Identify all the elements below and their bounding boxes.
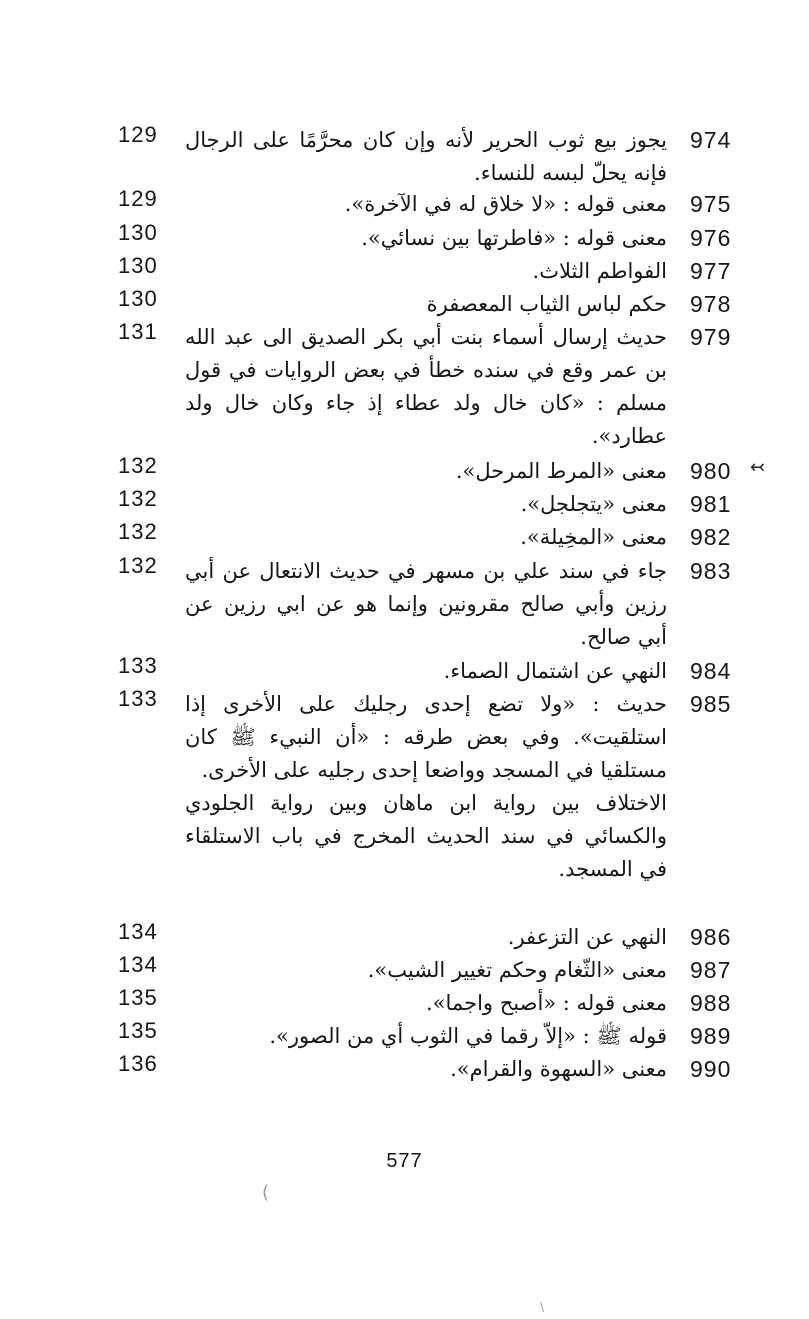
entry-paragraph: جاء في سند علي بن مسهر في حديث الانتعال عن أبي رزين وأبي صالح مقرونين وإنما هو عن ابي رزين عن أبي صالح. (185, 559, 667, 649)
entry-number: 981 (690, 491, 732, 517)
entry-paragraph: الفواطم الثلاث. (532, 259, 667, 283)
entry-number: 975 (690, 191, 732, 217)
entry-number: 987 (690, 957, 732, 983)
entry-text (185, 455, 667, 488)
page-number: 577 (386, 1150, 423, 1172)
entry-number: 978 (690, 291, 732, 317)
entry-number: 986 (690, 924, 732, 950)
entry-text (185, 987, 667, 1020)
page-reference: 129 (118, 122, 158, 147)
page-reference: 129 (118, 186, 158, 211)
entry-paragraph: حديث إرسال أسماء بنت أبي بكر الصديق الى عبد الله بن عمر وقع في سنده خطأ في بعض الروايات في قول مسلم : «كان خال ولد عطاء إذ جاء وكان خال ولد عطارد». (185, 325, 667, 448)
entry-number: 984 (690, 658, 732, 684)
entry-paragraph: النهي عن التزعفر. (507, 925, 667, 949)
entry-paragraph: الاختلاف بين رواية ابن ماهان وبين رواية الجلودي والكسائي في سند الحديث المخرج في باب الاستلقاء في المسجد. (185, 791, 667, 881)
paper-speck: ( (262, 1182, 270, 1203)
entry-paragraph: النهي عن اشتمال الصماء. (443, 659, 667, 683)
entry-text (185, 1020, 667, 1053)
entry-number: 985 (690, 691, 732, 717)
page-reference: 132 (118, 519, 158, 544)
entry-text (185, 655, 667, 688)
paper-speck: \ (540, 1300, 545, 1314)
entry-text (185, 321, 667, 453)
entry-paragraph: معنى قوله : «أصبح واجما». (426, 991, 667, 1015)
entry-number: 983 (690, 558, 732, 584)
entry-paragraph: معنى قوله : «لا خلاق له في الآخرة». (344, 192, 667, 216)
entry-text (185, 124, 667, 190)
entry-text (185, 188, 667, 221)
entry-text (185, 521, 667, 554)
entry-text (185, 255, 667, 288)
page-reference: 133 (118, 686, 158, 711)
entry-number: 990 (690, 1056, 732, 1082)
page-reference: 133 (118, 653, 158, 678)
entry-text (185, 555, 667, 654)
entry-number: 977 (690, 258, 732, 284)
page-reference: 130 (118, 253, 158, 278)
margin-mark-icon: ↢ (750, 457, 766, 478)
entry-paragraph: حديث : «ولا تضع إحدى رجليك على الأخرى إذا استلقيت». وفي بعض طرقه : «أن النبيء ﷺ كان مستلقيا في المسجد وواضعا إحدى رجليه على الأخرى. (185, 692, 667, 782)
page-reference: 132 (118, 453, 158, 478)
entry-text (185, 954, 667, 987)
page-reference: 136 (118, 1051, 158, 1076)
page-reference: 134 (118, 919, 158, 944)
entry-number: 980 (690, 458, 732, 484)
page-reference: 130 (118, 220, 158, 245)
entry-text (185, 921, 667, 954)
page-reference: 135 (118, 1018, 158, 1043)
page-reference: 130 (118, 286, 158, 311)
entry-number: 979 (690, 324, 732, 350)
entry-number: 988 (690, 990, 732, 1016)
entry-number: 974 (690, 127, 732, 153)
entry-paragraph: قوله ﷺ : «إلاّ رقما في الثوب أي من الصور». (269, 1024, 667, 1048)
page-reference: 132 (118, 553, 158, 578)
entry-paragraph: معنى «السهوة والقرام». (450, 1057, 667, 1081)
entry-number: 982 (690, 524, 732, 550)
entry-text (185, 688, 667, 886)
entry-text (185, 1053, 667, 1086)
entry-paragraph: معنى «المرط المرحل». (455, 459, 667, 483)
entry-text (185, 288, 667, 321)
entry-number: 989 (690, 1023, 732, 1049)
entry-paragraph: معنى «الثّغام وحكم تغيير الشيب». (367, 958, 667, 982)
entry-paragraph: يجوز بيع ثوب الحرير لأنه وإن كان محرَّمًا على الرجال فإنه يحلّ لبسه للنساء. (185, 128, 667, 185)
page-reference: 132 (118, 486, 158, 511)
entry-number: 976 (690, 225, 732, 251)
page-reference: 135 (118, 985, 158, 1010)
entry-text (185, 222, 667, 255)
page-reference: 131 (118, 319, 158, 344)
entry-paragraph: معنى «يتجلجل». (520, 492, 667, 516)
page-reference: 134 (118, 952, 158, 977)
entry-paragraph: معنى قوله : «فاطرتها بين نسائي». (361, 226, 667, 250)
entry-paragraph: حكم لباس الثياب المعصفرة (426, 292, 667, 316)
entry-paragraph: معنى «المخِيلة». (520, 525, 667, 549)
entry-text (185, 488, 667, 521)
